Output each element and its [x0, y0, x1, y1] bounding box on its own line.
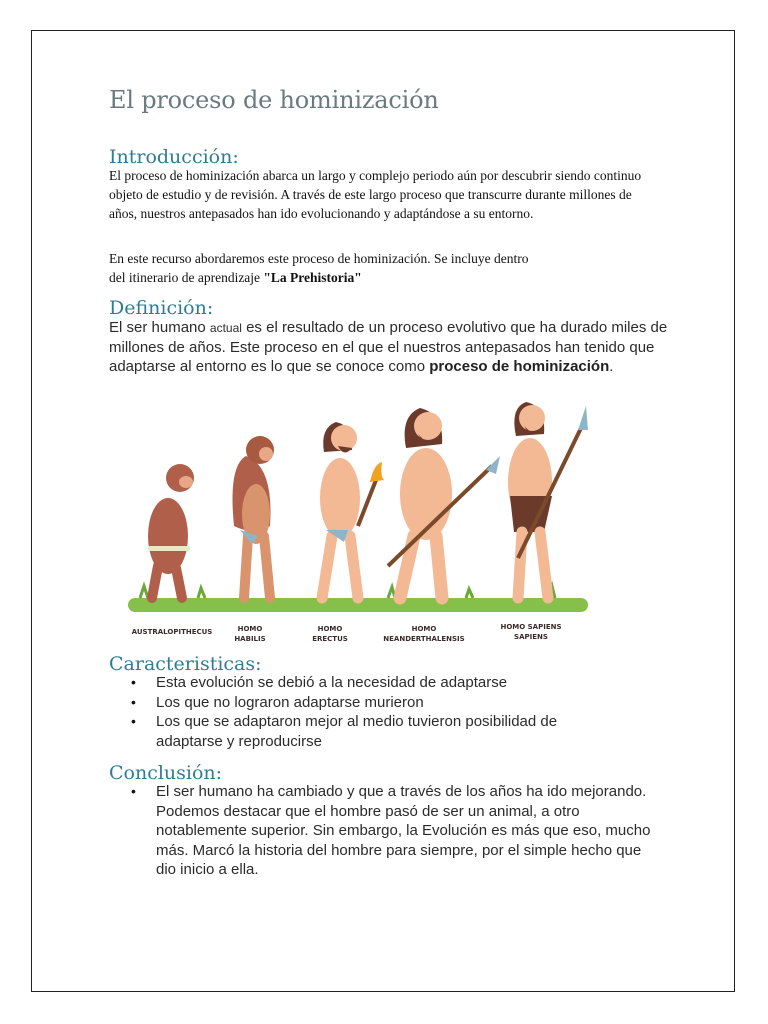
intro-p2-bold: "La Prehistoria" [263, 270, 362, 285]
label-sapiens-2: SAPIENS [514, 633, 548, 641]
definition-end: . [609, 358, 614, 375]
label-neanderthalensis-1: HOMO [411, 625, 437, 633]
label-australopithecus: AUSTRALOPITHECUS [131, 628, 213, 636]
document-title: El proceso de hominización [109, 86, 439, 114]
label-erectus-1: HOMO [317, 625, 343, 633]
label-habilis-2: HABILIS [234, 635, 266, 643]
evolution-illustration [88, 386, 633, 658]
intro-heading: Introducción: [109, 146, 239, 168]
homo-erectus-figure [320, 422, 384, 598]
homo-habilis-figure [233, 436, 275, 598]
list-item [109, 693, 669, 713]
characteristics-heading: Caracteristicas: [109, 653, 262, 675]
label-neanderthalensis-2: NEANDERTHALENSIS [383, 635, 465, 643]
list-item [109, 673, 669, 693]
definition-small: actual [209, 321, 242, 335]
definition-paragraph [109, 318, 669, 376]
list-item-text: Los que no lograron adaptarse murieron [156, 693, 424, 711]
label-sapiens-1: HOMO SAPIENS [500, 623, 562, 631]
intro-paragraph-1: El proceso de hominización abarca un largo y complejo periodo aún por descubrir siendo continuo objeto de estudio y de revisión. A través de este largo proceso que transcurre durante millones de años, nuestros antepasados han ido evolucionando y adaptándose a su entorno. [109, 168, 642, 221]
intro-p2-line1: En este recurso abordaremos este proceso de hominización. Se incluye dentro [109, 251, 529, 266]
list-item-text: Los que se adaptaron mejor al medio tuvieron posibilidad de adaptarse y reproducirse [156, 713, 558, 750]
australopithecus-figure [148, 464, 194, 598]
definition-bold: proceso de hominización [429, 358, 610, 375]
list-item [109, 782, 669, 880]
grass-tufts [140, 586, 555, 598]
bullet-glyph: • [131, 693, 136, 710]
definition-mid: es el resultado de un proceso evolutivo que ha durado miles de millones de años. Este proceso en el que el nuestros antepasados han tenido que adaptarse al entorno es lo que se conoce como [109, 319, 668, 375]
label-erectus-2: ERECTUS [312, 635, 348, 643]
conclusion-list [109, 782, 669, 880]
list-item [109, 712, 669, 751]
list-item-text: Esta evolución se debió a la necesidad de adaptarse [156, 674, 508, 691]
intro-paragraph-2 [109, 249, 649, 287]
definition-pre: El ser humano [109, 319, 210, 336]
bullet-glyph: • [131, 713, 136, 729]
bullet-glyph: • [131, 674, 136, 690]
bullet-glyph: • [131, 783, 136, 799]
homo-sapiens-figure [508, 402, 588, 598]
intro-p2-prefix: del itinerario de aprendizaje [109, 270, 264, 285]
conclusion-heading: Conclusión: [109, 762, 223, 784]
label-habilis-1: HOMO [237, 625, 263, 633]
characteristics-list [109, 673, 669, 751]
list-item-text: El ser humano ha cambiado y que a través de los años ha ido mejorando. Podemos destacar que el hombre pasó de ser un animal, a otro notablemente superior. Sin embargo, la Evolución es más que eso, mucho más. Marcó la historia del hombre para siempre, por el simple hecho que dio inicio a ella. [156, 783, 651, 878]
definition-heading: Definición: [109, 297, 214, 319]
homo-neanderthalensis-figure [388, 408, 500, 598]
